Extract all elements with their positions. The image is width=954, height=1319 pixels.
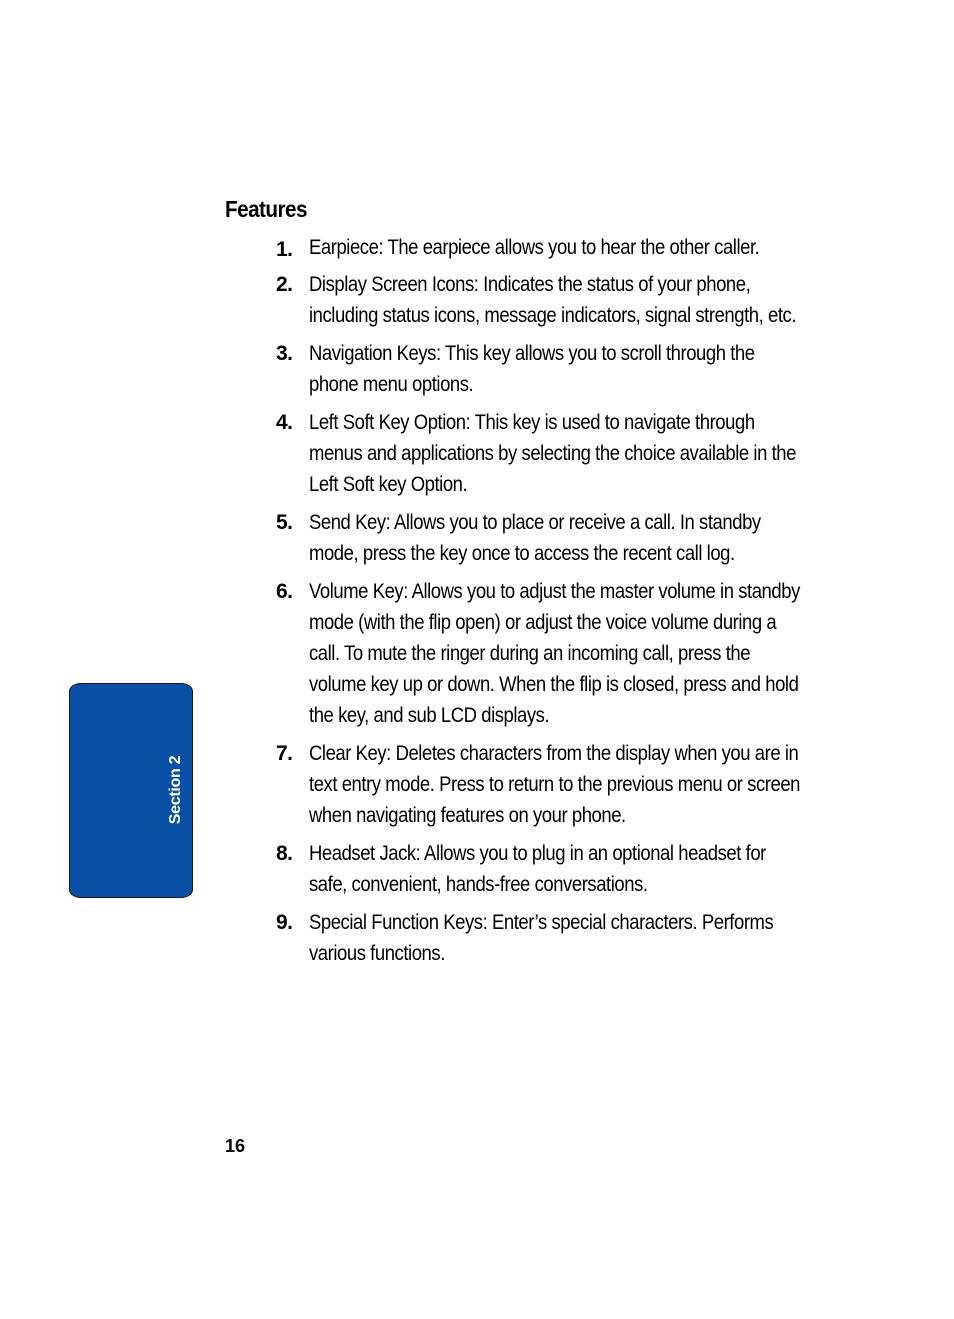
- list-item: [276, 338, 836, 400]
- item-number: 9.: [276, 911, 293, 934]
- item-text: Send Key: Allows you to place or receive a call. In standby mode, press the key once to access the recent call log.: [309, 511, 761, 565]
- list-item: [276, 234, 836, 262]
- list-item: [276, 269, 836, 331]
- item-text: Earpiece: The earpiece allows you to hear the other caller.: [309, 236, 760, 259]
- list-item: [276, 738, 836, 831]
- item-number: 5.: [276, 511, 293, 534]
- item-text: Special Function Keys: Enter’s special characters. Performs various functions.: [309, 911, 774, 965]
- item-number: 1.: [276, 238, 293, 261]
- item-number: 2.: [276, 273, 293, 296]
- features-list: [276, 234, 836, 969]
- item-text: Clear Key: Deletes characters from the display when you are in text entry mode. Press to return to the previous menu or screen when navigating features on your phone.: [309, 742, 800, 827]
- list-item: [276, 507, 836, 569]
- list-item: [276, 407, 836, 500]
- item-number: 3.: [276, 342, 293, 365]
- section-heading: Features: [225, 196, 307, 222]
- item-number: 4.: [276, 411, 293, 434]
- item-text: Volume Key: Allows you to adjust the master volume in standby mode (with the flip open) or adjust the voice volume during a call. To mute the ringer during an incoming call, press the volume key up or down. When the flip is closed, press and hold the key, and sub LCD displays.: [309, 580, 800, 727]
- item-text: Display Screen Icons: Indicates the status of your phone, including status icons, message indicators, signal strength, etc.: [309, 273, 797, 327]
- section-tab-label: Section 2: [167, 755, 184, 825]
- list-item: [276, 907, 836, 969]
- item-text: Left Soft Key Option: This key is used to navigate through menus and applications by selecting the choice available in the Left Soft key Option.: [309, 411, 796, 496]
- item-number: 7.: [276, 742, 293, 765]
- item-text: Headset Jack: Allows you to plug in an optional headset for safe, convenient, hands-free conversations.: [309, 842, 766, 896]
- list-item: [276, 838, 836, 900]
- item-text: Navigation Keys: This key allows you to scroll through the phone menu options.: [309, 342, 755, 396]
- page-number: 16: [225, 1136, 246, 1156]
- list-item: [276, 576, 836, 731]
- item-number: 8.: [276, 842, 293, 865]
- item-number: 6.: [276, 580, 293, 603]
